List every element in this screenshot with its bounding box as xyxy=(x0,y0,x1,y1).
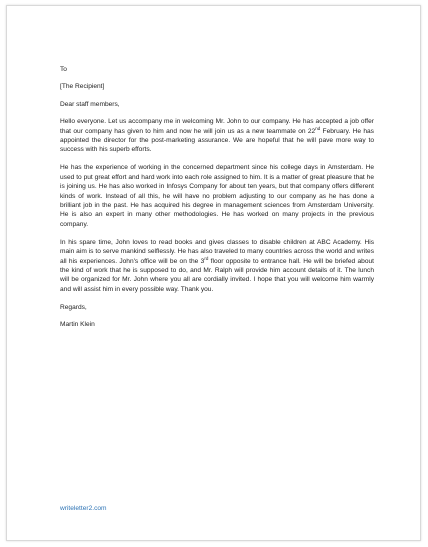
salutation: Dear staff members, xyxy=(60,100,120,108)
paragraph-1-part-b: February. He has appointed the director for the post-marketing assurance. We are hopeful that he will pave more way to success with his superb efforts. xyxy=(60,127,374,154)
paragraph-1-part-a: Hello everyone. Let us accompany me in welcoming Mr. John to our company. He has accepted a job offer that our company has given to him and now he will join us as a new teammate on 22 xyxy=(60,118,374,135)
recipient-line: [The Recipient] xyxy=(60,83,105,91)
ordinal-suffix-rd: rd xyxy=(204,255,209,261)
paragraph-3-part-a: In his spare time, John loves to read books and gives classes to disable children at ABC Academy. His main aim is to serve mankind selflessly. He has also traveled to many countries across the world and writes all his experiences. John's office will be on the 3 xyxy=(60,238,374,265)
ordinal-suffix-nd: nd xyxy=(315,125,321,131)
paragraph-3 xyxy=(60,238,374,294)
signature: Martin Klein xyxy=(60,321,95,329)
paragraph-3-part-b: floor opposite to entrance hall. He will be briefed about the kind of work that he is supposed to do, and Mr. Ralph will provide him account details of it. The lunch will be organized for Mr. John where you all are cordially invited. I hope that you will welcome him warmly and will assist him in every possible way. Thank you. xyxy=(60,257,374,293)
letter-body xyxy=(60,65,374,337)
paragraph-1 xyxy=(60,117,374,155)
letter-page xyxy=(6,5,421,541)
footer-site-link[interactable]: writeletter2.com xyxy=(60,505,107,512)
paragraph-2: He has the experience of working in the concerned department since his college days in Amsterdam. He used to put great effort and hard work into each role assigned to him. It is a matter of great pleasure that he is joining us. He has also worked in Infosys Company for about ten years, but that company offers different kinds of work. Instead of all this, he will have no problem adjusting to our company as he has done a brilliant job in the past. He has acquired his degree in management sciences from Amsterdam University. He is also an expert in many other methodologies. He has worked on many projects in the previous company. xyxy=(60,164,374,228)
closing: Regards, xyxy=(60,303,87,311)
to-line: To xyxy=(60,66,67,73)
